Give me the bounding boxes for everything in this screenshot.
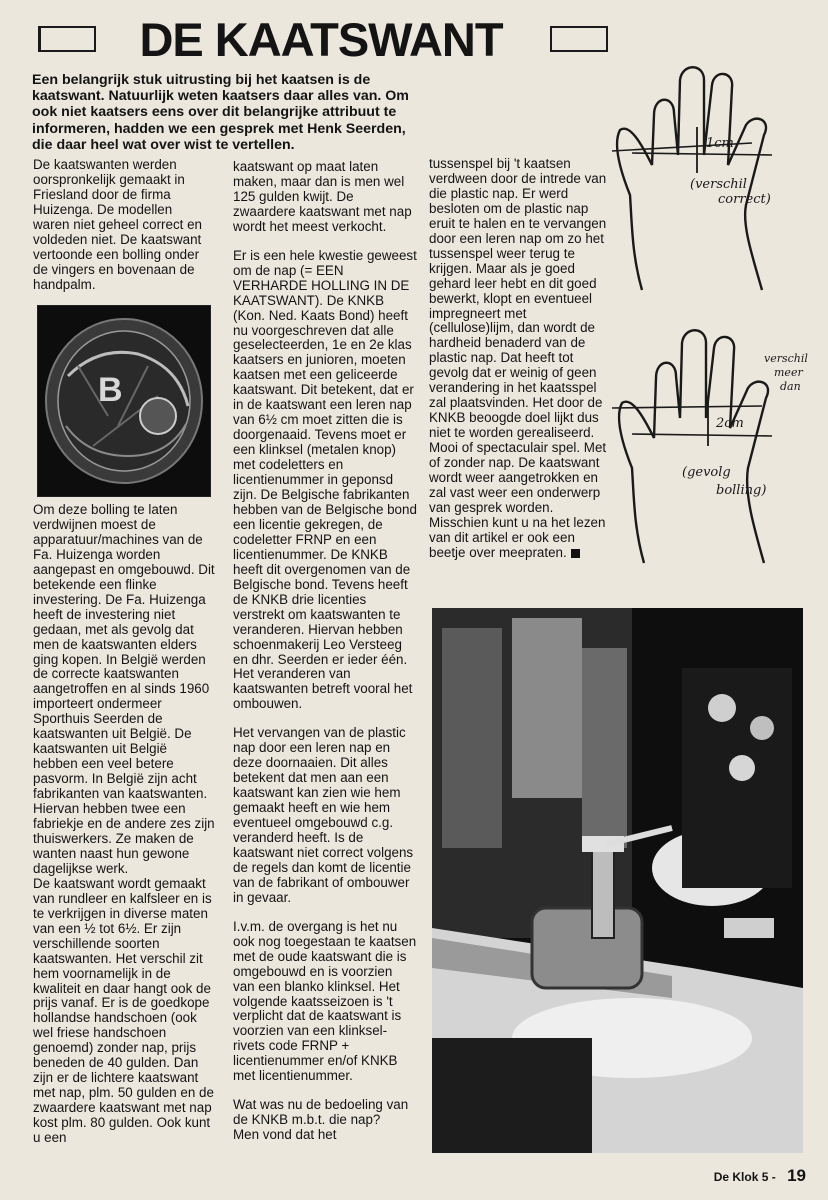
page-footer: [714, 1166, 806, 1186]
col1-paragraph-1: De kaatswanten werden oorspronkelijk gemaakt in Friesland door de firma Huizenga. De modellen waren niet geheel correct en voldeden niet. De kaatswant vertoonde een bolling onder de vingers en bovenaan de handpalm.: [33, 157, 202, 292]
workshop-illustration: [432, 608, 803, 1153]
hand-sketch-incorrect: [612, 318, 812, 568]
hand-sketch-correct: [612, 55, 812, 295]
title-frame-right: [550, 26, 608, 52]
column-1-bottom: [33, 503, 215, 1146]
sketch2-side-line2: meer: [774, 366, 803, 379]
footer-separator: -: [771, 1170, 776, 1184]
title-banner: [30, 14, 608, 66]
sketch2-note-line2: bolling): [716, 483, 767, 498]
column-1-top: [33, 158, 211, 293]
sketch2-note-line1: (gevolg: [682, 465, 731, 480]
article-end-square-icon: [571, 549, 580, 558]
workshop-photo: [432, 608, 803, 1153]
title-frame-left: [38, 26, 96, 52]
page-title: DE KAATSWANT: [139, 13, 503, 66]
col2-paragraph-4: I.v.m. de overgang is het nu ook nog toegestaan te kaatsen met de oude kaatswant die is omgebouwd en is voorzien van een blanko klinksel. Het volgende kaatsseizoen is 't verplicht dat de kaatswant is voorzien van een klinksel-rivets code FRNP + licentienummer en/of KNKB met licentienummer.: [233, 918, 417, 1084]
sketch1-note-line1: (verschil: [690, 177, 747, 192]
col2-paragraph-2: Er is een hele kwestie geweest om de nap (= EEN VERHARDE HOLLING IN DE KAATSWANT). De KNKB (Kon. Ned. Kaats Bond) heeft nu voorgeschreven dat alle geselecteerden, 1e en 2e klas kaatsers en junioren, moeten kaatsen met een geliceerde kaatswant. Dit betekent, dat er in de kaatswant een leren nap van 6½ cm moet zitten die is doorgenaaid. Tevens moet er een klinksel (metalen knop) met codeletters en licentienummer in geponsd zijn. De Belgische fabrikanten hebben van de Belgische bond een licentie gekregen, de codeletter FRNP en een licentienummer. De KNKB heeft dit overgenomen van de Belgische bond. Tevens heeft de KNKB drie licenties verstrekt om kaatswanten te veranderen. Hiervan hebben schoenmakerij Leo Versteeg en dhr. Seerden er ieder één. Het veranderen van kaatswanten betreft vooral het ombouwen.: [233, 247, 417, 712]
sketch2-side-line3: dan: [780, 380, 801, 393]
col2-paragraph-6: Men vond dat het: [233, 1127, 337, 1143]
page-number: 19: [787, 1166, 806, 1185]
column-3: [429, 157, 611, 561]
col3-paragraph-2: [429, 441, 611, 561]
column-2: [233, 160, 417, 1143]
col2-paragraph-3: Het vervangen van de plastic nap door een leren nap en deze doornaaien. Dit alles betekent dat men aan een kaatswant kan zien wie hem gemaakt heeft en wie hem eventueel omgebouwd c.g. veranderd heeft. Is de kaatswant niet correct volgens de regels dan komt de licentie van de fabrikant of ombouwer in gevaar.: [233, 725, 414, 905]
col2-paragraph-5: Wat was nu de bedoeling van de KNKB m.b.t. die nap?: [233, 1097, 409, 1128]
sketch1-measure: 1cm: [706, 136, 734, 151]
col3-paragraph-1: tussenspel bij 't kaatsen verdween door de intrede van die plastic nap. Er werd besloten om de plastic nap eruit te halen en te vervangen door een leren nap om zo het tussenspel weer terug te krijgen. Maar als je goed gehard leer hebt en dit goed bewerkt, klopt en eventueel impregneert met (cellulose)lijm, dan wordt de hardheid benaderd van de plastic nap. Dat heeft tot gevolg dat er weinig of geen verandering in het kaatsspel zal plaatsvinden. Het door de KNKB beoogde doel lijkt dus niet te worden gerealiseerd.: [429, 156, 607, 441]
magazine-name: De Klok 5: [713, 1170, 769, 1184]
sketch1-note-line2: correct): [718, 192, 771, 207]
rivet-photo: [37, 305, 211, 497]
intro-paragraph: Een belangrijk stuk uitrusting bij het kaatsen is de kaatswant. Natuurlijk weten kaatsers daar alles van. Om ook niet kaatsers eens over dit belangrijke attribuut te informeren, hadden we een gesprek met Henk Seerden, die daar heel wat over wist te vertellen.: [32, 72, 409, 153]
col1-paragraph-2: Om deze bolling te laten verdwijnen moest de apparatuur/machines van de Fa. Huizenga worden aangepast en omgebouwd. Dit betekende een flinke investering. De Fa. Huizenga heeft de investering niet gedaan, met als gevolg dat men de kaatswanten elders ging kopen. In België werden de correcte kaatswanten aangetroffen en al sinds 1960 importeert ondermeer Sporthuis Seerden de kaatswanten uit België. De kaatswanten uit België hebben een veel betere pasvorm. In België zijn acht fabrikanten van kaatswanten. Hiervan hebben twee een fabriekje en de andere zes zijn thuiswerkers. Ze maken de wanten naast hun gewone dagelijkse werk.: [33, 502, 215, 876]
rivet-illustration: [38, 306, 210, 496]
rivet-letter: B: [98, 371, 123, 409]
col1-paragraph-3: De kaatswant wordt gemaakt van rundleer en kalfsleer en is te verkrijgen in diverse maten van een ½ tot 6½. Er zijn verschillende soorten kaatswanten. Het verschil zit hem voornamelijk in de kwaliteit en daar hangt ook de prijs vanaf. Er is de goedkope hollandse handschoen (ook wel friese handschoen genoemd) zonder nap, prijs beneden de 40 gulden. Dan zijn er de lichtere kaatswant met nap, plm. 50 gulden en de zwaardere kaatswant met nap kost plm. 80 gulden. Ook kunt u een: [33, 875, 214, 1146]
col3-paragraph-2-text: Mooi of spectaculair spel. Met of zonder nap. De kaatswant wordt weer aangetrokken en zal vast weer een onderwerp van gesprek worden. Misschien kunt u na het lezen van dit artikel er ook een beetje over meepraten.: [429, 440, 607, 560]
sketch2-measure: 2cm: [716, 416, 744, 431]
sketch2-side-line1: verschil: [764, 352, 808, 365]
col2-paragraph-1: kaatswant op maat laten maken, maar dan is men wel 125 gulden kwijt. De zwaardere kaatswant met nap wordt het meest verkocht.: [233, 159, 412, 234]
